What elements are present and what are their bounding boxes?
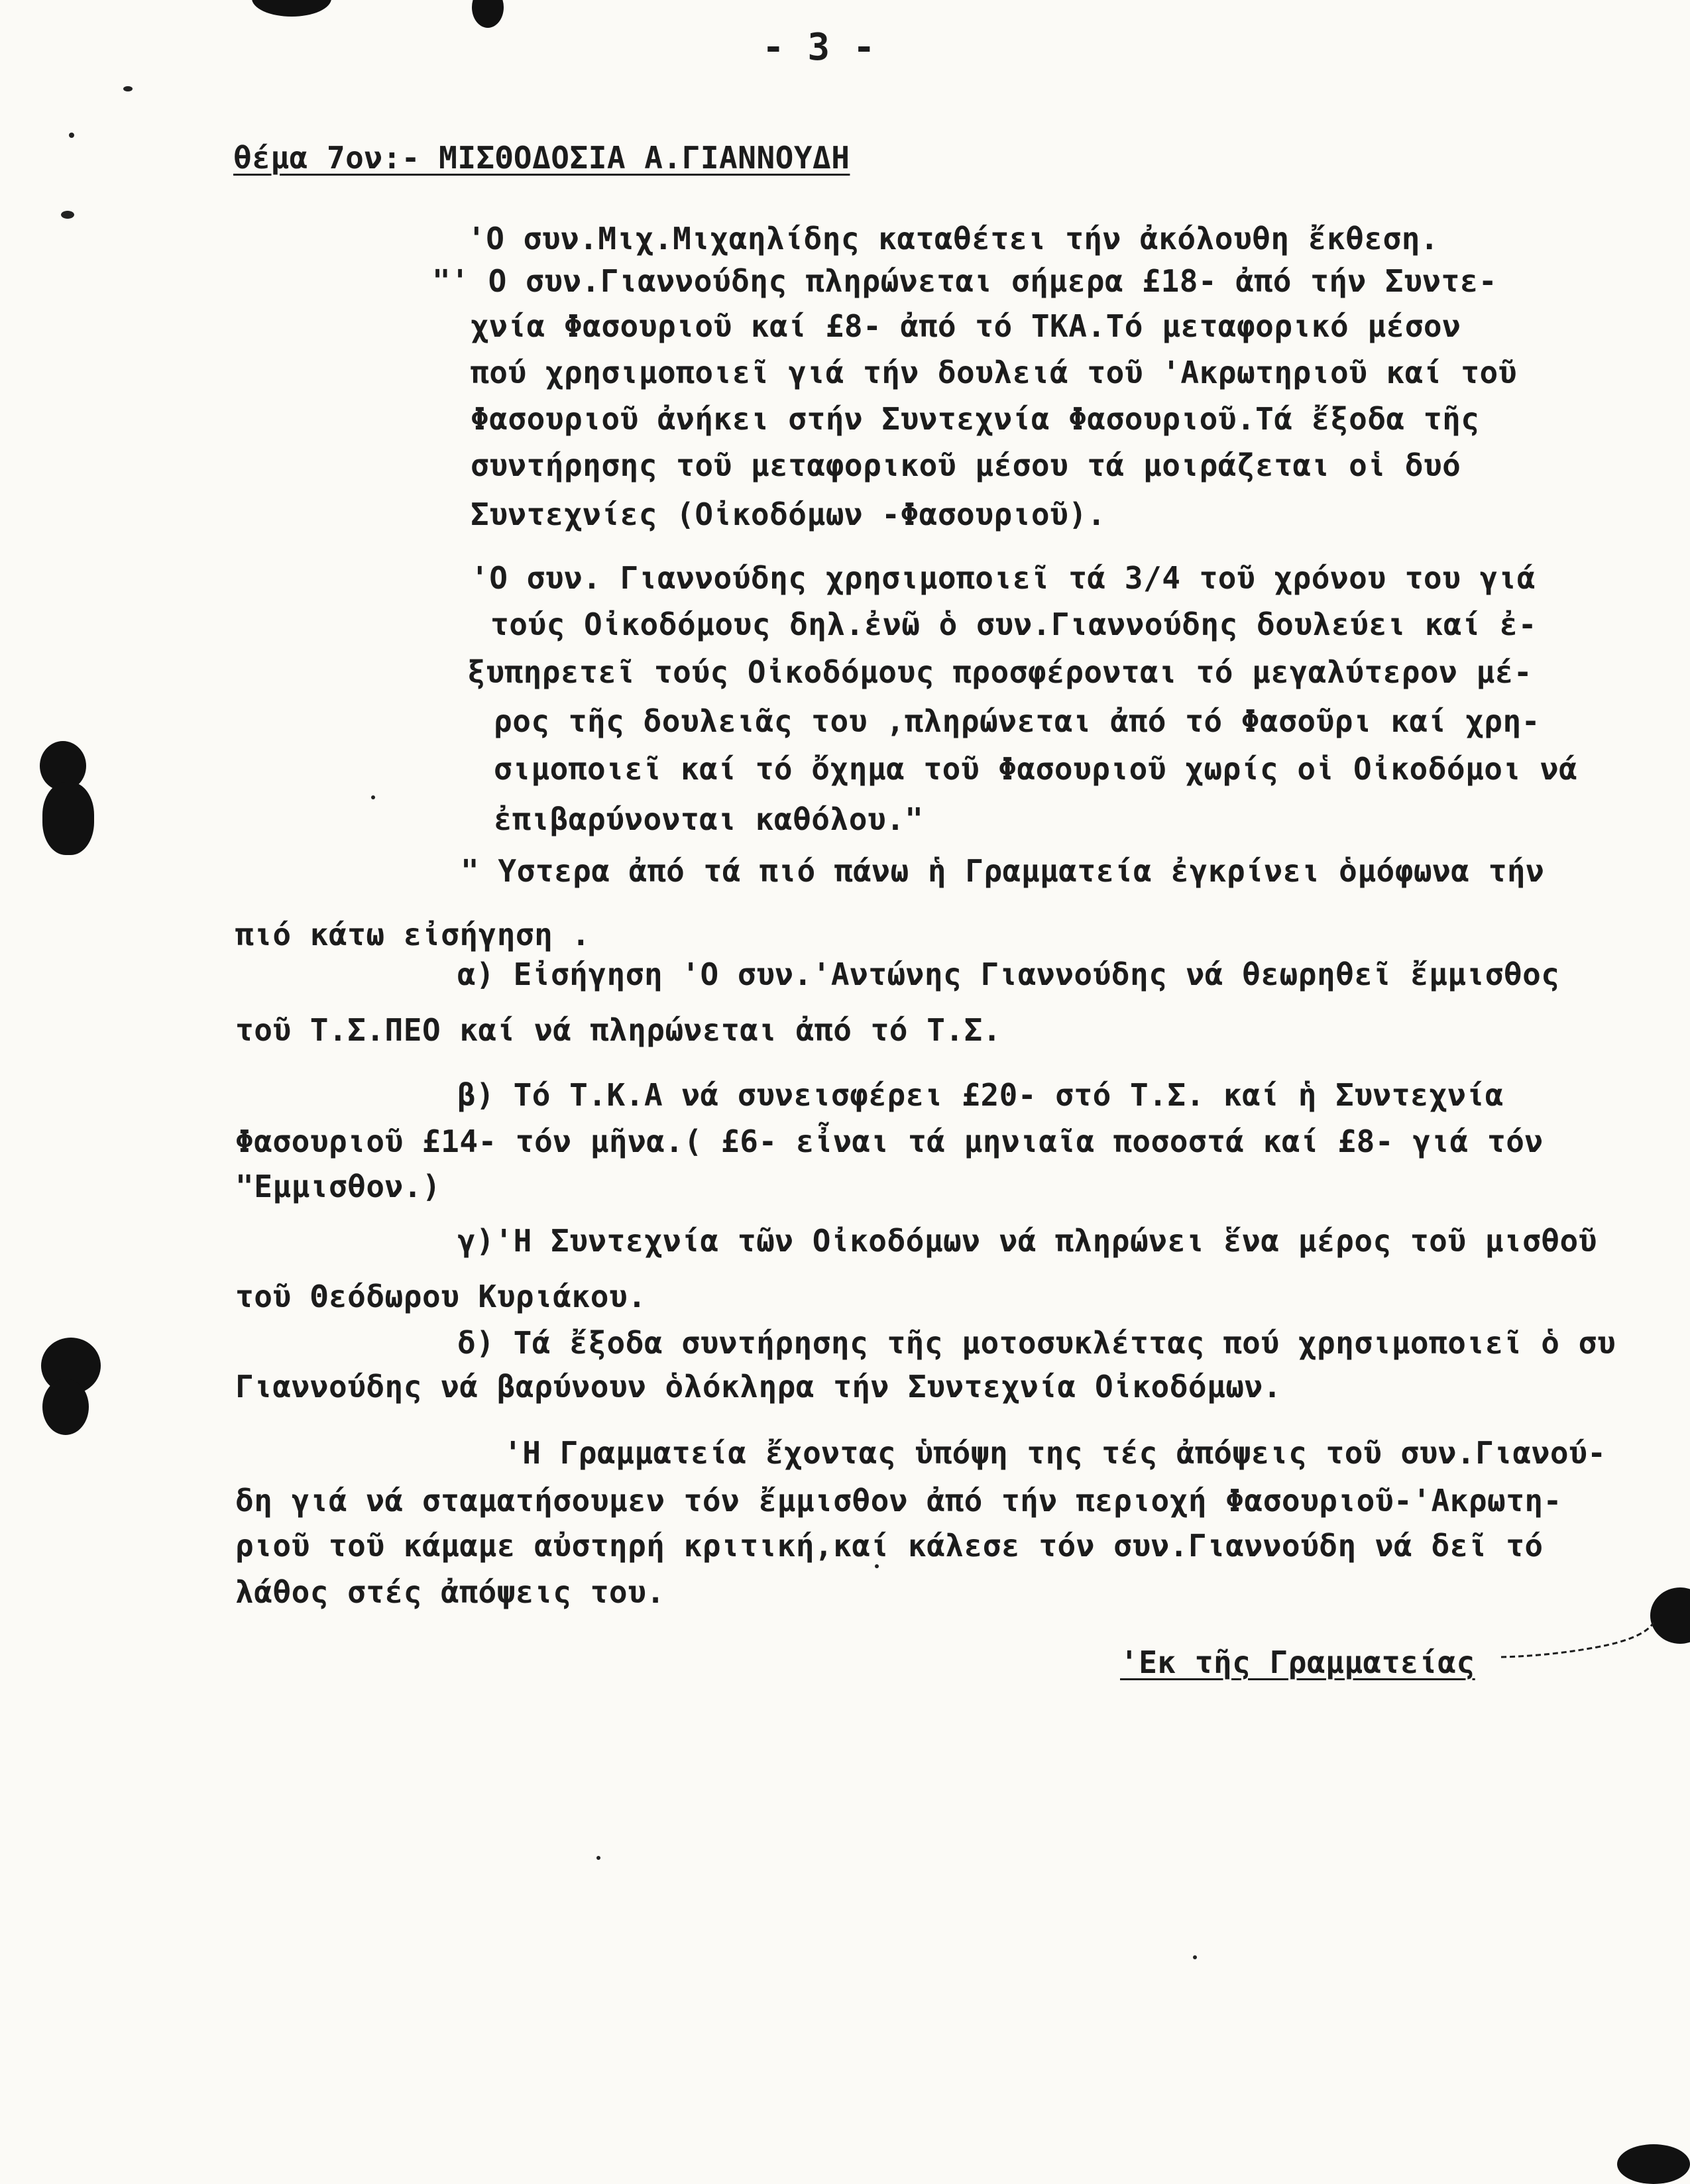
body-line: Φασουριοῦ £14- τόν μῆνα.( £6- εἶναι τά μηνιαῖα ποσοστά καί £8- γιά τόν xyxy=(235,1123,1544,1159)
body-line: τοῦ Τ.Σ.ΠΕΟ καί νά πληρώνεται ἀπό τό Τ.Σ. xyxy=(235,1012,1001,1048)
body-line: Συντεχνίες (Οἰκοδόμων -Φασουριοῦ). xyxy=(471,496,1106,532)
body-line: πιό κάτω εἰσήγηση . xyxy=(235,917,591,952)
body-line: χνία Φασουριοῦ καί £8- ἀπό τό ΤΚΑ.Τό μεταφορικό μέσον xyxy=(471,308,1461,344)
body-line: α) Εἰσήγηση 'Ο συν.'Αντώνης Γιαννούδης νά θεωρηθεῖ ἔμμισθος xyxy=(457,956,1560,992)
body-line: τοῦ Θεόδωρου Κυριάκου. xyxy=(235,1279,647,1314)
body-line: 'Ο συν.Μιχ.Μιχαηλίδης καταθέτει τήν ἀκόλουθη ἔκθεση. xyxy=(467,221,1439,257)
body-line: πού χρησιμοποιεῖ γιά τήν δουλειά τοῦ 'Ακρωτηριοῦ καί τοῦ xyxy=(471,355,1517,390)
ink-speck xyxy=(123,86,133,91)
ink-speck xyxy=(371,795,375,799)
ink-speck xyxy=(1193,1955,1197,1959)
body-line: σιμοποιεῖ καί τό ὄχημα τοῦ Φασουριοῦ χωρίς οἱ Οἰκοδόμοι νά xyxy=(494,751,1578,787)
body-line: δη γιά νά σταματήσουμεν τόν ἔμμισθον ἀπό τήν περιοχή Φασουριοῦ-'Ακρωτη- xyxy=(235,1483,1562,1519)
body-line: " Υστερα ἀπό τά πιό πάνω ἡ Γραμματεία ἐγκρίνει ὁμόφωνα τήν xyxy=(461,853,1545,889)
ink-speck xyxy=(69,133,74,138)
body-line: γ)'Η Συντεχνία τῶν Οἰκοδόμων νά πληρώνει ἕνα μέρος τοῦ μισθοῦ xyxy=(457,1223,1597,1259)
signature-line: 'Εκ τῆς Γραμματείας xyxy=(1120,1644,1475,1680)
body-line: ἐπιβαρύνονται καθόλου." xyxy=(494,801,924,837)
ink-blot-bottom-right xyxy=(1617,2144,1690,2184)
body-line: δ) Τά ἔξοδα συντήρησης τῆς μοτοσυκλέττας πού χρησιμοποιεῖ ὁ συ xyxy=(457,1325,1616,1361)
body-line: ξυπηρετεῖ τούς Οἰκοδόμους προσφέρονται τό μεγαλύτερον μέ- xyxy=(467,654,1533,690)
body-line: Φασουριοῦ ἀνήκει στήν Συντεχνία Φασουριοῦ.Τά ἔξοδα τῆς xyxy=(471,401,1480,437)
body-line: ριοῦ τοῦ κάμαμε αὐστηρή κριτική,καί κάλεσε τόν συν.Γιαννούδη νά δεῖ τό xyxy=(235,1528,1544,1564)
body-line: ρος τῆς δουλειᾶς του ,πληρώνεται ἀπό τό Φασοῦρι καί χρη- xyxy=(494,703,1540,739)
body-line: Γιαννούδης νά βαρύνουν ὁλόκληρα τήν Συντεχνία Οἰκοδόμων. xyxy=(235,1369,1282,1405)
signature-stroke xyxy=(1498,1617,1657,1670)
body-line: λάθος στές ἀπόψεις του. xyxy=(235,1574,665,1610)
body-line: "Εμμισθον.) xyxy=(235,1169,441,1204)
ink-speck xyxy=(596,1856,600,1860)
ink-speck xyxy=(61,211,74,219)
body-line: β) Τό Τ.Κ.Α νά συνεισφέρει £20- στό Τ.Σ. καί ἡ Συντεχνία xyxy=(457,1077,1504,1113)
body-line: "' Ο συν.Γιαννούδης πληρώνεται σήμερα £18- ἀπό τήν Συντε- xyxy=(432,263,1498,299)
ink-blot-top-left xyxy=(252,0,331,17)
body-line: τούς Οἰκοδόμους δηλ.ἐνῶ ὁ συν.Γιαννούδης δουλεύει καί ἐ- xyxy=(490,606,1537,642)
page-number: - 3 - xyxy=(762,26,876,69)
ink-blot-left-2 xyxy=(42,782,94,855)
ink-blot-top-center xyxy=(472,0,504,28)
body-line: συντήρησης τοῦ μεταφορικοῦ μέσου τά μοιράζεται οἱ δυό xyxy=(471,447,1461,483)
body-line: 'Η Γραμματεία ἔχοντας ὑπόψη της τές ἀπόψεις τοῦ συν.Γιανού- xyxy=(504,1435,1606,1471)
body-line: 'Ο συν. Γιαννούδης χρησιμοποιεῖ τά 3/4 τοῦ χρόνου του γιά xyxy=(471,560,1536,596)
ink-blot-left-4 xyxy=(42,1379,89,1435)
subject-heading: θέμα 7ον:- ΜΙΣΘΟΔΟΣΙΑ Α.ΓΙΑΝΝΟΥΔΗ xyxy=(233,140,850,176)
